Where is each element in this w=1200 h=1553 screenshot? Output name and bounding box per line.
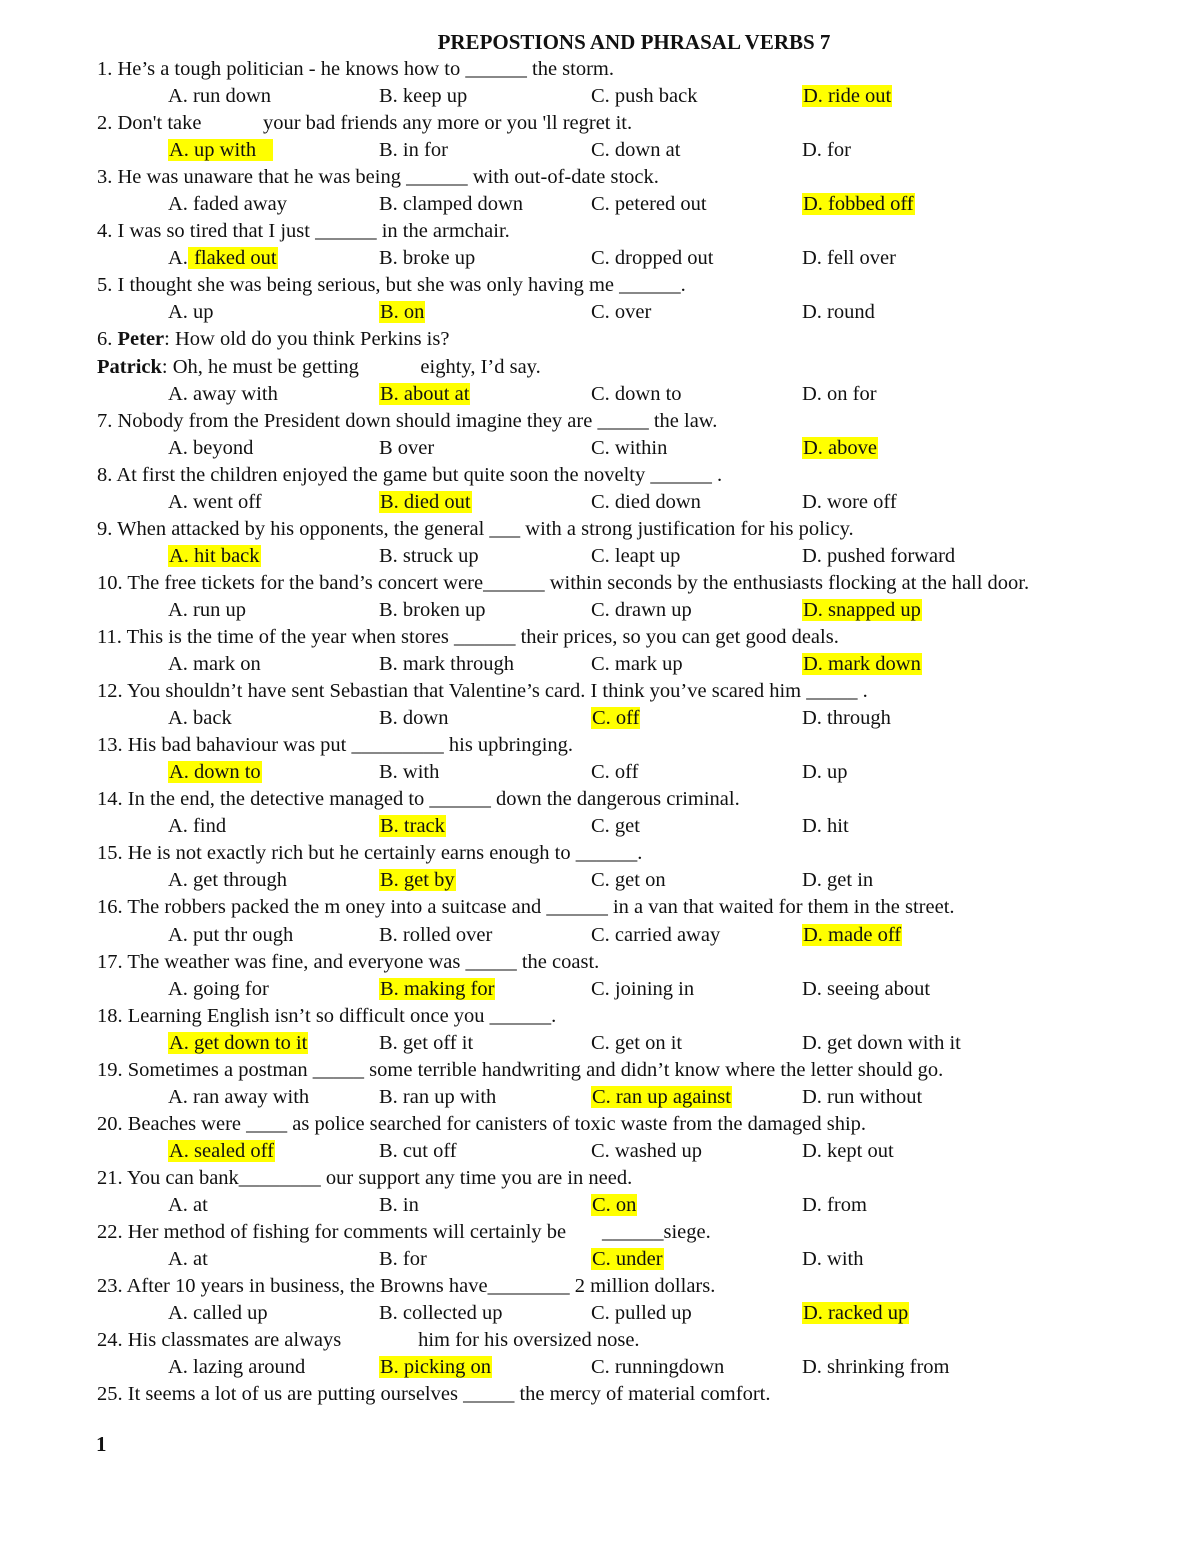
option-a xyxy=(168,435,253,462)
option-b xyxy=(379,813,446,840)
question-stem: 3. He was unaware that he was being ______ with out-of-date stock. xyxy=(97,166,659,189)
question-stem: 15. He is not exactly rich but he certainly earns enough to ______. xyxy=(97,842,643,865)
option-text: A. beyond xyxy=(168,436,254,459)
highlighted-answer: A. down to xyxy=(169,761,261,784)
option-text: C. carried away xyxy=(591,923,721,946)
options-row xyxy=(97,245,1187,272)
option-d xyxy=(802,651,922,678)
option-text: C. over xyxy=(591,301,652,324)
option-c xyxy=(591,1138,702,1165)
option-c xyxy=(591,597,692,624)
option-text: A. mark on xyxy=(168,653,261,676)
option-text: D. hit xyxy=(802,815,849,838)
option-a xyxy=(168,705,232,732)
option-text: C. down at xyxy=(591,139,681,162)
question-stem: 9. When attacked by his opponents, the general ___ with a strong justification for his policy. xyxy=(97,517,854,540)
option-text: C. off xyxy=(591,761,639,784)
options-row xyxy=(97,191,1187,218)
option-text: A. put thr ough xyxy=(168,923,294,946)
options-row xyxy=(97,1030,1187,1057)
question-number: 6. xyxy=(97,328,118,351)
option-a xyxy=(168,1030,308,1057)
option-a xyxy=(168,1084,309,1111)
option-text: A. went off xyxy=(168,490,262,513)
option-a xyxy=(168,813,226,840)
highlighted-answer: C. off xyxy=(592,707,640,730)
option-d xyxy=(802,1192,867,1219)
option-d xyxy=(802,813,849,840)
highlighted-answer: D. made off xyxy=(803,923,902,946)
option-c xyxy=(591,813,640,840)
options-row xyxy=(97,922,1187,949)
option-text: D. get down with it xyxy=(802,1031,961,1054)
question-stem: 12. You shouldn’t have sent Sebastian that Valentine’s card. I think you’ve scared him _____ . xyxy=(97,680,868,703)
highlighted-answer: B. about at xyxy=(380,382,470,405)
option-text: B. struck up xyxy=(379,544,479,567)
question-stem xyxy=(97,326,1187,353)
option-text: A. lazing around xyxy=(168,1356,306,1379)
option-text: D. run without xyxy=(802,1085,923,1108)
option-b xyxy=(379,1084,496,1111)
option-text: A. back xyxy=(168,707,232,730)
option-text: A. at xyxy=(168,1248,208,1271)
option-d xyxy=(802,299,875,326)
option-text: D. seeing about xyxy=(802,977,931,1000)
option-text: B. mark through xyxy=(379,653,514,676)
options-row xyxy=(97,435,1187,462)
option-d xyxy=(802,435,878,462)
option-c xyxy=(591,137,680,164)
highlighted-answer: D. mark down xyxy=(803,653,921,676)
option-a xyxy=(168,191,287,218)
option-a xyxy=(168,137,273,164)
option-text: A. at xyxy=(168,1193,208,1216)
options-row xyxy=(97,1138,1187,1165)
option-b xyxy=(379,651,514,678)
option-c xyxy=(591,381,682,408)
options-row xyxy=(97,651,1187,678)
option-text: A. up xyxy=(168,301,214,324)
option-b xyxy=(379,1300,503,1327)
question-stem-continued xyxy=(97,354,1187,381)
option-a xyxy=(168,299,214,326)
option-c xyxy=(591,1300,692,1327)
highlighted-answer: D. above xyxy=(803,436,878,459)
option-c xyxy=(591,867,666,894)
option-text: C. get xyxy=(591,815,640,838)
options-row xyxy=(97,1354,1187,1381)
options-row xyxy=(97,813,1187,840)
option-c xyxy=(591,1192,637,1219)
highlighted-answer: D. ride out xyxy=(803,85,892,108)
question-list xyxy=(97,56,1187,1408)
option-text: C. push back xyxy=(591,85,698,108)
highlighted-answer: C. ran up against xyxy=(592,1085,731,1108)
option-text: A. away with xyxy=(168,382,278,405)
option-text: D. with xyxy=(802,1248,864,1271)
option-text: C. runningdown xyxy=(591,1356,725,1379)
options-row xyxy=(97,1246,1187,1273)
options-row xyxy=(97,1192,1187,1219)
option-d xyxy=(802,867,873,894)
option-a xyxy=(168,381,278,408)
question-stem: 25. It seems a lot of us are putting ourselves _____ the mercy of material comfort. xyxy=(97,1383,771,1406)
highlighted-answer: B. get by xyxy=(380,869,455,892)
option-b xyxy=(379,1192,419,1219)
option-a xyxy=(168,489,262,516)
options-row xyxy=(97,381,1187,408)
option-c xyxy=(591,922,720,949)
option-d xyxy=(802,597,922,624)
document-title xyxy=(0,30,1200,54)
option-b xyxy=(379,299,425,326)
option-text: A. faded away xyxy=(168,193,287,216)
highlighted-answer: D. fobbed off xyxy=(803,193,914,216)
option-b xyxy=(379,1138,457,1165)
option-d xyxy=(802,1246,864,1273)
option-c xyxy=(591,651,683,678)
options-row xyxy=(97,1300,1187,1327)
question-stem: 20. Beaches were ____ as police searched for canisters of toxic waste from the damaged ship. xyxy=(97,1112,867,1135)
option-text: A. going for xyxy=(168,977,269,1000)
option-c xyxy=(591,976,694,1003)
option-text: B. rolled over xyxy=(379,923,493,946)
question-stem: 11. This is the time of the year when stores ______ their prices, so you can get good deals. xyxy=(97,625,839,648)
option-c xyxy=(591,705,640,732)
option-c xyxy=(591,1030,682,1057)
question-text: : Oh, he must be getting eighty, I’d say. xyxy=(161,355,541,378)
option-text: C. leapt up xyxy=(591,544,681,567)
option-c xyxy=(591,489,701,516)
option-text: D. on for xyxy=(802,382,877,405)
option-a xyxy=(168,1138,275,1165)
question-stem: 22. Her method of fishing for comments will certainly be ______siege. xyxy=(97,1221,711,1244)
option-c xyxy=(591,759,638,786)
option-text: C. petered out xyxy=(591,193,707,216)
options-row xyxy=(97,759,1187,786)
option-c xyxy=(591,1084,732,1111)
option-a xyxy=(168,922,293,949)
highlighted-answer: B. on xyxy=(380,301,425,324)
option-b xyxy=(379,191,523,218)
option-text: C. within xyxy=(591,436,668,459)
option-text: B. broke up xyxy=(379,247,476,270)
option-text: C. get on it xyxy=(591,1031,683,1054)
options-row xyxy=(97,137,1187,164)
option-d xyxy=(802,759,848,786)
option-b xyxy=(379,922,492,949)
question-stem: 23. After 10 years in business, the Browns have________ 2 million dollars. xyxy=(97,1275,716,1298)
option-text: C. washed up xyxy=(591,1139,703,1162)
option-text: C. died down xyxy=(591,490,701,513)
option-d xyxy=(802,489,897,516)
option-d xyxy=(802,1030,961,1057)
option-text: D. up xyxy=(802,761,848,784)
option-c xyxy=(591,435,667,462)
highlighted-answer: B. track xyxy=(380,815,445,838)
highlighted-answer: C. under xyxy=(592,1248,663,1271)
option-d xyxy=(802,1138,894,1165)
option-a xyxy=(168,976,269,1003)
option-a xyxy=(168,543,261,570)
option-text: C. get on xyxy=(591,869,666,892)
highlighted-answer: flaked out xyxy=(188,247,277,270)
option-text: A. called up xyxy=(168,1302,268,1325)
highlighted-answer: D. racked up xyxy=(803,1302,909,1325)
option-text: C. drawn up xyxy=(591,598,692,621)
option-text: D. through xyxy=(802,707,891,730)
highlighted-answer: A. get down to it xyxy=(169,1031,308,1054)
option-a xyxy=(168,245,278,272)
option-text: B. clamped down xyxy=(379,193,524,216)
option-text: D. kept out xyxy=(802,1139,894,1162)
option-text: A. find xyxy=(168,815,227,838)
option-b xyxy=(379,1030,473,1057)
speaker-name: Patrick xyxy=(97,355,162,378)
question-stem: 14. In the end, the detective managed to ______ down the dangerous criminal. xyxy=(97,788,740,811)
option-text: D. fell over xyxy=(802,247,896,270)
option-text: A. get through xyxy=(168,869,287,892)
option-text: C. dropped out xyxy=(591,247,714,270)
option-text: D. get in xyxy=(802,869,874,892)
option-b xyxy=(379,543,479,570)
option-text: D. round xyxy=(802,301,875,324)
option-b xyxy=(379,705,448,732)
option-c xyxy=(591,245,713,272)
option-b xyxy=(379,245,475,272)
question-stem: 8. At first the children enjoyed the game but quite soon the novelty ______ . xyxy=(97,463,723,486)
option-text: B. get off it xyxy=(379,1031,474,1054)
question-stem: 17. The weather was fine, and everyone was _____ the coast. xyxy=(97,950,600,973)
option-text: B. cut off xyxy=(379,1139,457,1162)
option-b xyxy=(379,597,485,624)
option-b xyxy=(379,435,434,462)
option-d xyxy=(802,976,930,1003)
option-d xyxy=(802,191,915,218)
option-letter: A. xyxy=(168,247,188,270)
options-row xyxy=(97,867,1187,894)
option-b xyxy=(379,137,448,164)
option-text: B. ran up with xyxy=(379,1085,497,1108)
speaker-name: Peter xyxy=(117,328,165,351)
question-stem: 7. Nobody from the President down should imagine they are _____ the law. xyxy=(97,409,718,432)
option-b xyxy=(379,1246,427,1273)
option-text: D. for xyxy=(802,139,851,162)
option-text: D. pushed forward xyxy=(802,544,956,567)
question-stem: 24. His classmates are always him for his oversized nose. xyxy=(97,1329,640,1352)
option-text: B over xyxy=(379,436,435,459)
option-c xyxy=(591,299,651,326)
option-text: D. wore off xyxy=(802,490,897,513)
question-stem: 1. He’s a tough politician - he knows how to ______ the storm. xyxy=(97,58,614,80)
option-text: C. down to xyxy=(591,382,682,405)
option-a xyxy=(168,1354,305,1381)
options-row xyxy=(97,1084,1187,1111)
option-c xyxy=(591,1246,664,1273)
option-b xyxy=(379,759,439,786)
option-text: B. down xyxy=(379,707,449,730)
option-text: A. ran away with xyxy=(168,1085,310,1108)
option-d xyxy=(802,245,896,272)
highlighted-answer: C. on xyxy=(592,1193,637,1216)
question-stem: 21. You can bank________ our support any time you are in need. xyxy=(97,1166,633,1189)
highlighted-answer: B. making for xyxy=(380,977,495,1000)
option-text: C. mark up xyxy=(591,653,683,676)
option-a xyxy=(168,867,287,894)
option-a xyxy=(168,759,262,786)
page-number: 1 xyxy=(96,1432,107,1456)
question-stem: 16. The robbers packed the m oney into a suitcase and ______ in a van that waited for them in the street. xyxy=(97,896,955,919)
option-c xyxy=(591,1354,724,1381)
options-row xyxy=(97,489,1187,516)
title-text: PREPOSTIONS AND PHRASAL VERBS 7 xyxy=(437,30,831,54)
options-row xyxy=(97,543,1187,570)
question-stem: 13. His bad bahaviour was put _________ his upbringing. xyxy=(97,734,574,757)
option-text: C. pulled up xyxy=(591,1302,692,1325)
option-d xyxy=(802,543,955,570)
highlighted-answer: B. picking on xyxy=(380,1356,492,1379)
option-a xyxy=(168,651,261,678)
highlighted-answer: D. snapped up xyxy=(803,598,921,621)
option-text: B. keep up xyxy=(379,85,468,108)
question-stem: 10. The free tickets for the band’s concert were______ within seconds by the enthusiasts flocking at the hall door. xyxy=(97,571,1030,594)
option-text: B. with xyxy=(379,761,440,784)
option-text: D. shrinking from xyxy=(802,1356,950,1379)
question-stem: 2. Don't take your bad friends any more or you 'll regret it. xyxy=(97,112,633,135)
option-text: B. in xyxy=(379,1193,419,1216)
option-b xyxy=(379,976,495,1003)
option-text: B. collected up xyxy=(379,1302,503,1325)
option-text: A. run down xyxy=(168,85,272,108)
option-d xyxy=(802,381,877,408)
option-b xyxy=(379,867,456,894)
options-row xyxy=(97,976,1187,1003)
options-row xyxy=(97,705,1187,732)
option-text: A. run up xyxy=(168,598,247,621)
option-d xyxy=(802,705,891,732)
option-b xyxy=(379,489,472,516)
option-d xyxy=(802,1084,922,1111)
question-stem: 19. Sometimes a postman _____ some terrible handwriting and didn’t know where the letter should go. xyxy=(97,1058,944,1081)
option-a xyxy=(168,597,246,624)
options-row xyxy=(97,597,1187,624)
question-stem: 4. I was so tired that I just ______ in the armchair. xyxy=(97,220,510,243)
option-a xyxy=(168,83,271,110)
option-d xyxy=(802,1354,949,1381)
option-a xyxy=(168,1246,208,1273)
highlighted-answer: A. hit back xyxy=(169,544,260,567)
option-c xyxy=(591,83,697,110)
options-row xyxy=(97,299,1187,326)
highlighted-answer: A. up with xyxy=(169,139,272,162)
question-stem: 18. Learning English isn’t so difficult once you ______. xyxy=(97,1004,557,1027)
option-text: C. joining in xyxy=(591,977,695,1000)
option-d xyxy=(802,83,892,110)
option-d xyxy=(802,922,902,949)
question-text: : How old do you think Perkins is? xyxy=(164,328,450,351)
option-c xyxy=(591,191,707,218)
option-b xyxy=(379,83,467,110)
option-text: D. from xyxy=(802,1193,867,1216)
option-a xyxy=(168,1192,208,1219)
option-d xyxy=(802,137,851,164)
option-b xyxy=(379,1354,492,1381)
option-d xyxy=(802,1300,909,1327)
options-row xyxy=(97,83,1187,110)
option-text: B. for xyxy=(379,1248,427,1271)
highlighted-answer: B. died out xyxy=(380,490,471,513)
option-b xyxy=(379,381,470,408)
option-a xyxy=(168,1300,268,1327)
option-text: B. broken up xyxy=(379,598,486,621)
highlighted-answer: A. sealed off xyxy=(169,1139,274,1162)
option-text: B. in for xyxy=(379,139,448,162)
question-stem: 5. I thought she was being serious, but she was only having me ______. xyxy=(97,274,686,297)
option-c xyxy=(591,543,680,570)
